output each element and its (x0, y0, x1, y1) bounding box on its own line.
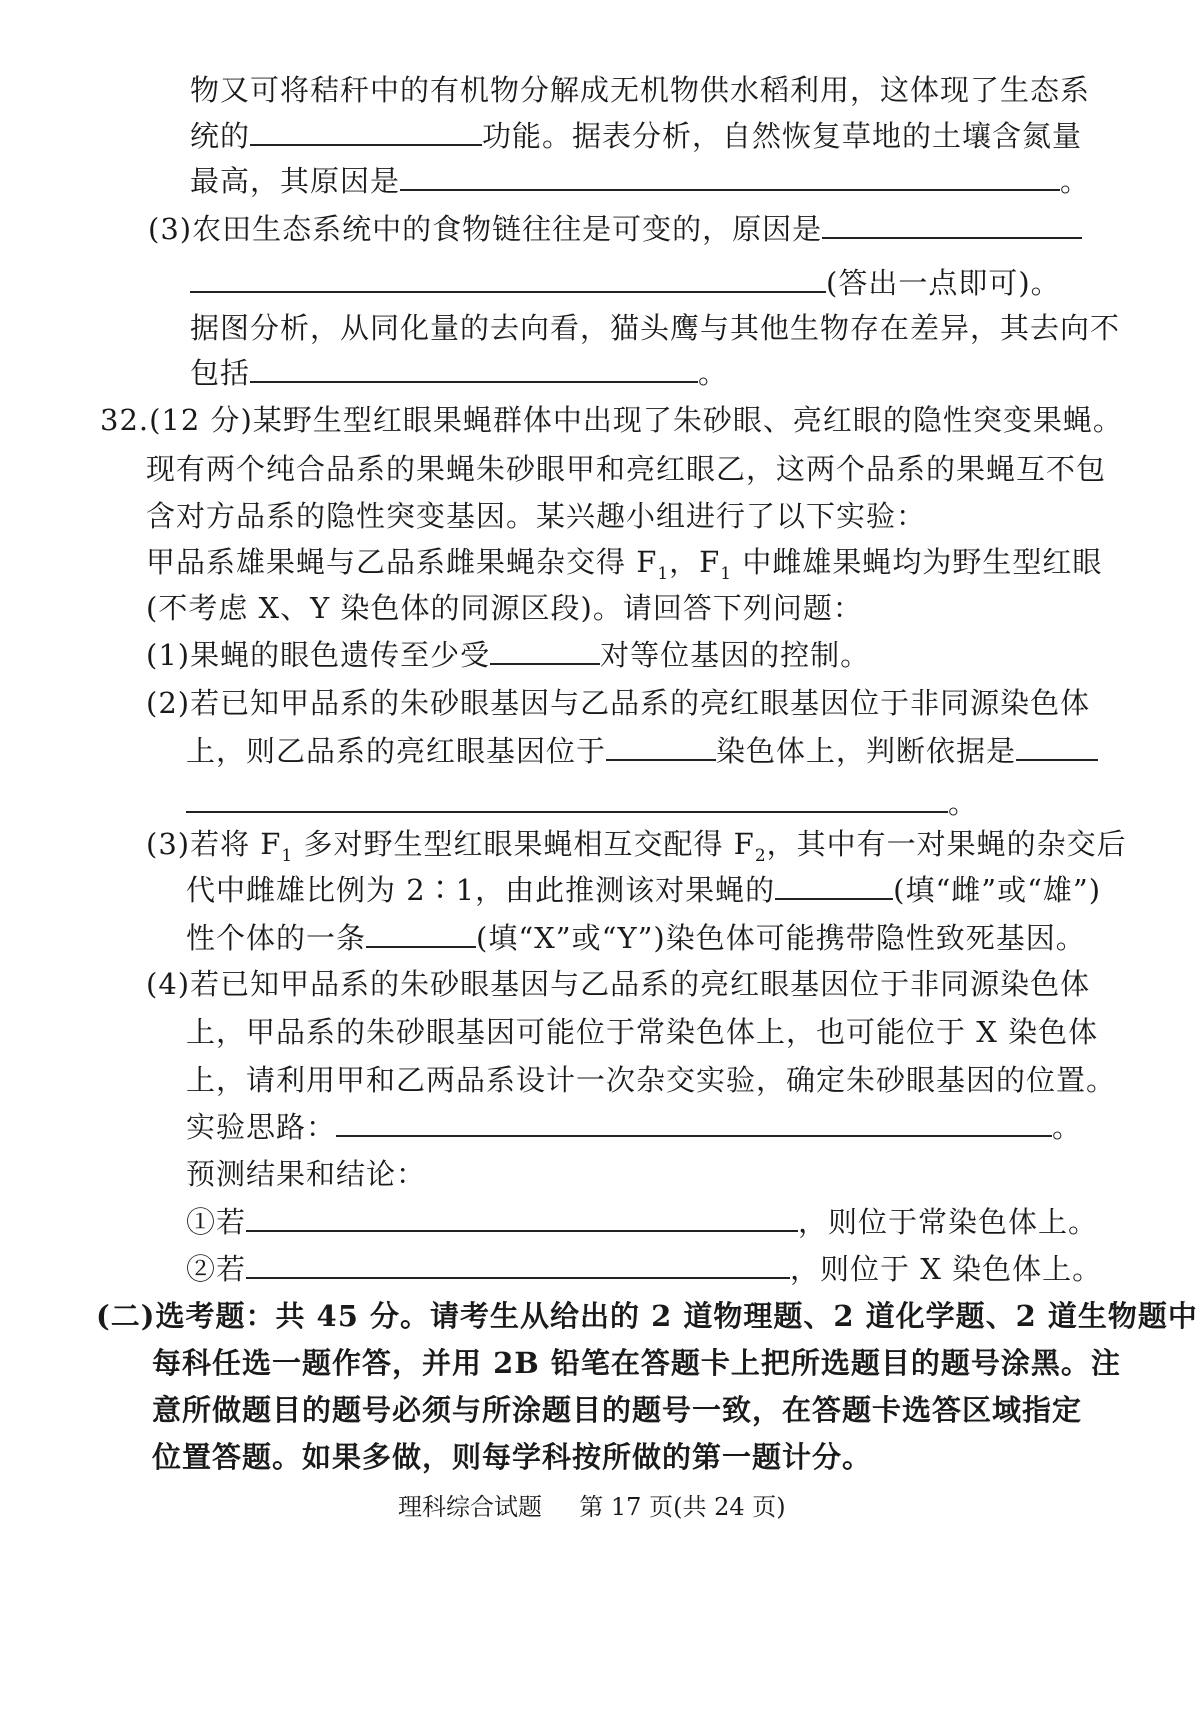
text: 每科任选一题作答，并用 2B 铅笔在答题卡上把所选题目的题号涂黑。注 (152, 1346, 1121, 1380)
text: 现有两个纯合品系的果蝇朱砂眼甲和亮红眼乙，这两个品系的果蝇互不包 (146, 452, 1107, 486)
text: (1)果蝇的眼色遗传至少受 (146, 638, 491, 672)
answer-blank[interactable] (186, 785, 948, 813)
q32-sub4-result-2 (186, 1251, 1102, 1287)
text: 。 (1060, 164, 1091, 198)
text: (4)若已知甲品系的朱砂眼基因与乙品系的亮红眼基因位于非同源染色体 (146, 967, 1091, 1001)
footer-page-number: 第 17 页(共 24 页) (579, 1493, 786, 1521)
q32-heading (100, 402, 1123, 438)
text: 染色体上，判断依据是 (716, 734, 1017, 768)
text: (答出一点即可)。 (826, 266, 1061, 300)
answer-blank[interactable] (606, 733, 716, 761)
text: 意所做题目的题号必须与所涂题目的题号一致，在答题卡选答区域指定 (152, 1393, 1083, 1427)
answer-blank[interactable] (366, 920, 476, 948)
text: 最高，其原因是 (190, 164, 401, 198)
q32-sub1 (146, 637, 870, 673)
answer-blank[interactable] (190, 265, 826, 293)
section2-line-3 (152, 1392, 1082, 1428)
text: (二)选考题：共 45 分。请考生从给出的 2 道物理题、2 道化学题、2 道生物题中 (96, 1299, 1198, 1333)
text: 预测结果和结论： (186, 1157, 427, 1191)
text: 位置答题。如果多做，则每学科按所做的第一题计分。 (152, 1440, 873, 1474)
q31-sub3-line-3 (190, 310, 1120, 346)
text: 甲品系雄果蝇与乙品系雌果蝇杂交得 F (146, 545, 658, 579)
text: 含对方品系的隐性突变基因。某兴趣小组进行了以下实验： (146, 499, 927, 533)
answer-blank[interactable] (490, 637, 600, 665)
answer-blank[interactable] (400, 163, 1060, 191)
text: 实验思路： (186, 1110, 337, 1144)
text: 上，请利用甲和乙两品系设计一次杂交实验，确定朱砂眼基因的位置。 (186, 1063, 1117, 1097)
text: 。 (948, 786, 979, 820)
q32-sub4-line-2 (186, 1014, 1098, 1050)
subscript: 1 (657, 563, 670, 584)
text: ，F (669, 545, 721, 579)
q32-sub2-line-1 (146, 685, 1090, 721)
text: (2)若已知甲品系的朱砂眼基因与乙品系的亮红眼基因位于非同源染色体 (146, 686, 1091, 720)
q31-sub3-line-4 (190, 355, 728, 391)
q31-sub3-line-1 (148, 211, 1082, 247)
answer-blank[interactable] (775, 872, 893, 900)
q32-line-5 (146, 590, 863, 626)
answer-blank[interactable] (1016, 733, 1098, 761)
q32-line-3 (146, 498, 926, 534)
text: 性个体的一条 (186, 921, 367, 955)
footer-subject: 理科综合试题 (398, 1493, 542, 1521)
text: ，则位于常染色体上。 (798, 1205, 1099, 1239)
text: 上，甲品系的朱砂眼基因可能位于常染色体上，也可能位于 X 染色体 (186, 1015, 1099, 1049)
q31-line-1 (190, 72, 1090, 108)
text: 代中雌雄比例为 2∶1，由此推测该对果蝇的 (186, 873, 776, 907)
q31-sub3-line-2 (190, 265, 1061, 301)
q32-sub4-result-1 (186, 1204, 1098, 1240)
q32-line-2 (146, 451, 1106, 487)
q32-sub3-line-1 (146, 826, 1127, 874)
page-footer (398, 1492, 786, 1522)
q32-sub3-line-2 (186, 872, 1101, 908)
section2-line-1 (96, 1298, 1198, 1334)
text: 中雌雄果蝇均为野生型红眼 (732, 545, 1103, 579)
text: ，则位于 X 染色体上。 (790, 1252, 1103, 1286)
answer-blank[interactable] (336, 1109, 1052, 1137)
q32-sub2-line-2 (186, 733, 1098, 769)
answer-blank[interactable] (250, 355, 698, 383)
text: (不考虑 X、Y 染色体的同源区段)。请回答下列问题： (146, 591, 863, 625)
text: 物又可将秸秆中的有机物分解成无机物供水稻利用，这体现了生态系 (190, 73, 1091, 107)
answer-blank[interactable] (822, 211, 1082, 239)
answer-blank[interactable] (246, 1251, 790, 1279)
q32-sub2-line-3 (186, 785, 978, 821)
text: (3)若将 F (146, 827, 282, 861)
text: 功能。据表分析，自然恢复草地的土壤含氮量 (482, 119, 1083, 153)
section2-line-2 (152, 1345, 1121, 1381)
text: 上，则乙品系的亮红眼基因位于 (186, 734, 607, 768)
text: 。 (1052, 1110, 1083, 1144)
text: 32.(12 分)某野生型红眼果蝇群体中出现了朱砂眼、亮红眼的隐性突变果蝇。 (100, 403, 1123, 437)
text: 。 (698, 356, 729, 390)
q32-line-4 (146, 544, 1102, 592)
text: 统的 (190, 119, 251, 153)
answer-blank[interactable] (250, 118, 482, 146)
q32-sub4-line-5 (186, 1156, 426, 1192)
text: (3)农田生态系统中的食物链往往是可变的，原因是 (148, 212, 823, 246)
subscript: 1 (281, 845, 294, 866)
q32-sub4-line-1 (146, 966, 1090, 1002)
text: ，其中有一对果蝇的杂交后 (766, 827, 1127, 861)
q32-sub4-line-3 (186, 1062, 1116, 1098)
text: 多对野生型红眼果蝇相互交配得 F (293, 827, 755, 861)
answer-blank[interactable] (246, 1204, 798, 1232)
text: ②若 (186, 1252, 247, 1286)
text: 包括 (190, 356, 251, 390)
q31-line-2 (190, 118, 1082, 154)
subscript: 1 (720, 563, 733, 584)
q31-line-3 (190, 163, 1090, 199)
subscript: 2 (754, 845, 767, 866)
section2-line-4 (152, 1439, 872, 1475)
text: 据图分析，从同化量的去向看，猫头鹰与其他生物存在差异，其去向不 (190, 311, 1121, 345)
text: (填“雌”或“雄”) (893, 873, 1102, 907)
text: (填“X”或“Y”)染色体可能携带隐性致死基因。 (476, 921, 1086, 955)
text: 对等位基因的控制。 (600, 638, 871, 672)
q32-sub4-line-4 (186, 1109, 1082, 1145)
text: ①若 (186, 1205, 247, 1239)
q32-sub3-line-3 (186, 920, 1086, 956)
